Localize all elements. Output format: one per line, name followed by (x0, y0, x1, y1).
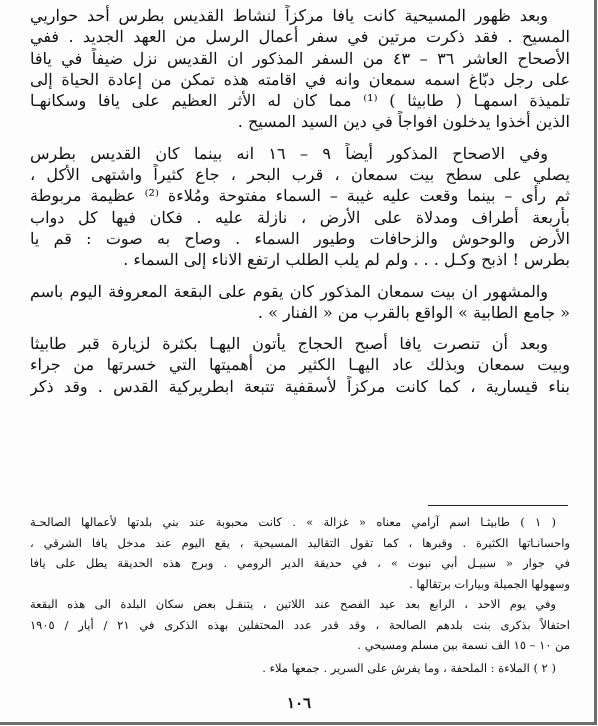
footnotes (30, 512, 570, 678)
text-line: وبعد ظهور المسيحية كانت يافا مركزاً لنشاط القديس بطرس أحد حواريي (30, 6, 548, 25)
paragraph-3 (30, 281, 570, 324)
footnote-separator (428, 505, 568, 506)
page-number: ١٠٦ (286, 694, 312, 712)
footnote-2 (30, 658, 570, 679)
text-line: بناء قيسارية ، كما كانت مركزاً لأسقفية تتبعة ابطريركية القدس . وقد ذكر (30, 376, 570, 396)
footnote-1 (30, 512, 570, 656)
main-text (30, 5, 570, 397)
footnote-line: واحسانـاتها الكثيرة . وقبرها ، كما تقول التقاليد المسيحية ، يقع اليوم عند مدخل يافا الشرقي ، (30, 535, 570, 550)
text-line: وبيت سمعان وبذلك عاد اليهـا الكثير من أهميتها التي خسرتها من جراء (30, 355, 570, 375)
paragraph-2 (30, 143, 570, 271)
footnote-line: احتفالاً بذكرى بنت بلدهم الصالحة ، وقد قدر عدد المحتفلين بهذه الذكرى في ٢١ / أيار / ١٩٠٥ (30, 617, 570, 632)
text-line: « جامع الطابية » الواقع بالقرب من « الفنار » . (257, 302, 570, 322)
text-line: وفي الاصحاح المذكور أيضاً ٩ – ١٦ انه بينما كان القديس بطرس (30, 143, 548, 163)
text-line: يصلي على سطح بيت سمعان ، قرب البحر ، جاع كثيراً واشتهى الأكل ، (30, 165, 570, 185)
footnote-line: ( ٢ ) الملاءة : الملحفة ، وما يفرش على السرير . جمعها ملاء . (262, 660, 556, 675)
footnote-line: وفي يوم الاحد ، الرابع بعد عيد الفصح عند اللاتين ، يتنقـل بعض سكان البلدة الى هذه البقعة (30, 597, 556, 611)
text-line: المسيح . فقد ذكرت مرتين في سفر أعمال الرسل من العهد الجديد . ففي (30, 27, 570, 47)
paragraph-4 (30, 333, 570, 397)
text-line: ثم رأى – بينما وقعت عليه غيبة – السماء مفتوحة ومُلاءة ⁽²⁾ عظيمة مربوطة (30, 186, 570, 206)
text-line: الأصحاح العاشر ٣٦ – ٤٣ من السفر المذكور ان القديس نزل ضيفاً في يافا (30, 48, 570, 68)
footnote-line: في جوار « سبيـل أبي نبوت » ، في حديقة الدير الرومي . وبرج هذه الحديقة يطل على يافا (30, 556, 570, 570)
text-line: بطرس ! اذبح وكـل . . . ولم لم يلب الطلب ارتفع الاناء إلى السماء . (123, 250, 570, 270)
text-line: على رجل دبّاغ اسمه سمعان وانه في اقامته هذه تمكن من إعادة الحياة إلى (30, 69, 570, 89)
text-line: والمشهور ان بيت سمعان المذكور كان يقوم على البقعة المعروفة اليوم باسم (30, 281, 548, 301)
footnote-line: ( ١ ) طابيثـا اسم آرامي معناه « غزالة » . كانت محبوبة عند بني بلدتها لأعمالها الصالحـة (30, 515, 556, 529)
text-line: تلميذة اسمهـا ( طابيثا ) ⁽¹⁾ مما كان له الأثر العظيم على يافا وسكانهـا (30, 91, 570, 111)
text-line: بأربعة أطراف ومدلاة على الأرض ، نازلة عليه . فكان فيها كل دواب (30, 207, 570, 227)
text-line: الأرض والوحوش والزحافات وطيور السماء . وصاح به صوت : قم يا (30, 228, 570, 248)
text-line: الذين أخذوا يدخلون افواجاً في دين السيد المسيح . (237, 112, 570, 132)
paragraph-1 (30, 5, 570, 133)
footnote-line: وسهولها الجميلة وبيارات برتقالها . (409, 576, 570, 591)
footnote-line: من ١٠ – ١٥ الف نسمة بين مسلم ومسيحي . (357, 638, 570, 652)
text-line: وبعد أن تنصرت يافا أصبح الحجاج يأتون اليهـا بكثرة لزيارة قبر طابيثا (30, 334, 548, 354)
